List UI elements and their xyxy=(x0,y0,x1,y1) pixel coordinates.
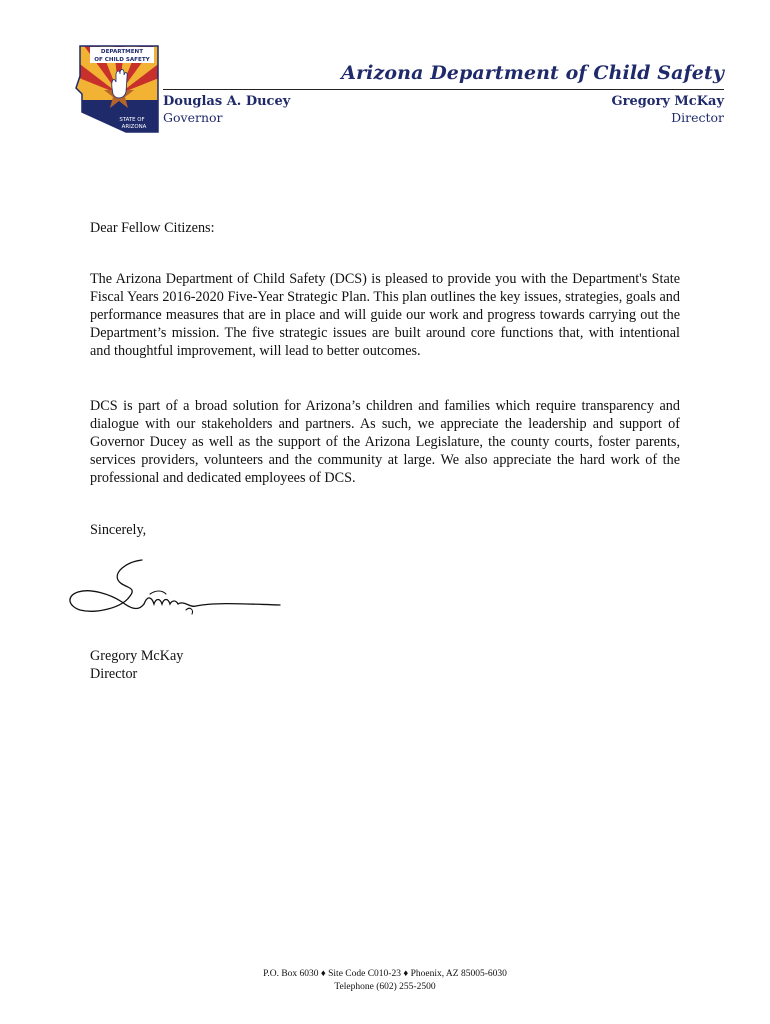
director-name: Gregory McKay xyxy=(611,94,724,109)
svg-text:STATE OF: STATE OF xyxy=(119,117,145,123)
letter-paragraph-1: The Arizona Department of Child Safety (DCS) is pleased to provide you with the Department's State Fiscal Years 2016-2020 Five-Year Strategic Plan. This plan outlines the key issues, strategies, goals and performance measures that are in place and will guide our work and progress towards carrying out the Department’s mission. The five strategic issues are built around core functions that, with intentional and thoughtful improvement, will lead to better outcomes. xyxy=(90,271,680,359)
signature xyxy=(66,548,288,648)
header-rule xyxy=(163,89,724,90)
signer-title: Director xyxy=(90,666,138,682)
footer-address: P.O. Box 6030 ♦ Site Code C010-23 ♦ Phoenix, AZ 85005-6030 xyxy=(263,969,507,979)
dcs-logo xyxy=(74,42,160,136)
svg-text:ARIZONA: ARIZONA xyxy=(121,124,147,130)
director-title: Director xyxy=(671,110,724,125)
letter-paragraph-2: DCS is part of a broad solution for Arizona’s children and families which require transparency and dialogue with our stakeholders and partners. As such, we appreciate the leadership and support of Governor Ducey as well as the support of the Arizona Legislature, the county courts, foster parents, services providers, volunteers and the community at large. We also appreciate the hard work of the professional and dedicated employees of DCS. xyxy=(90,398,680,486)
letter-greeting: Dear Fellow Citizens: xyxy=(90,220,215,236)
svg-text:DEPARTMENT: DEPARTMENT xyxy=(100,49,144,55)
footer-phone: Telephone (602) 255-2500 xyxy=(334,982,436,992)
governor-title: Governor xyxy=(163,110,223,125)
governor-name: Douglas A. Ducey xyxy=(163,94,291,109)
agency-title: Arizona Department of Child Safety xyxy=(341,62,724,84)
letter-closing: Sincerely, xyxy=(90,522,147,538)
svg-text:OF CHILD SAFETY: OF CHILD SAFETY xyxy=(94,57,150,63)
signer-name: Gregory McKay xyxy=(90,648,184,664)
